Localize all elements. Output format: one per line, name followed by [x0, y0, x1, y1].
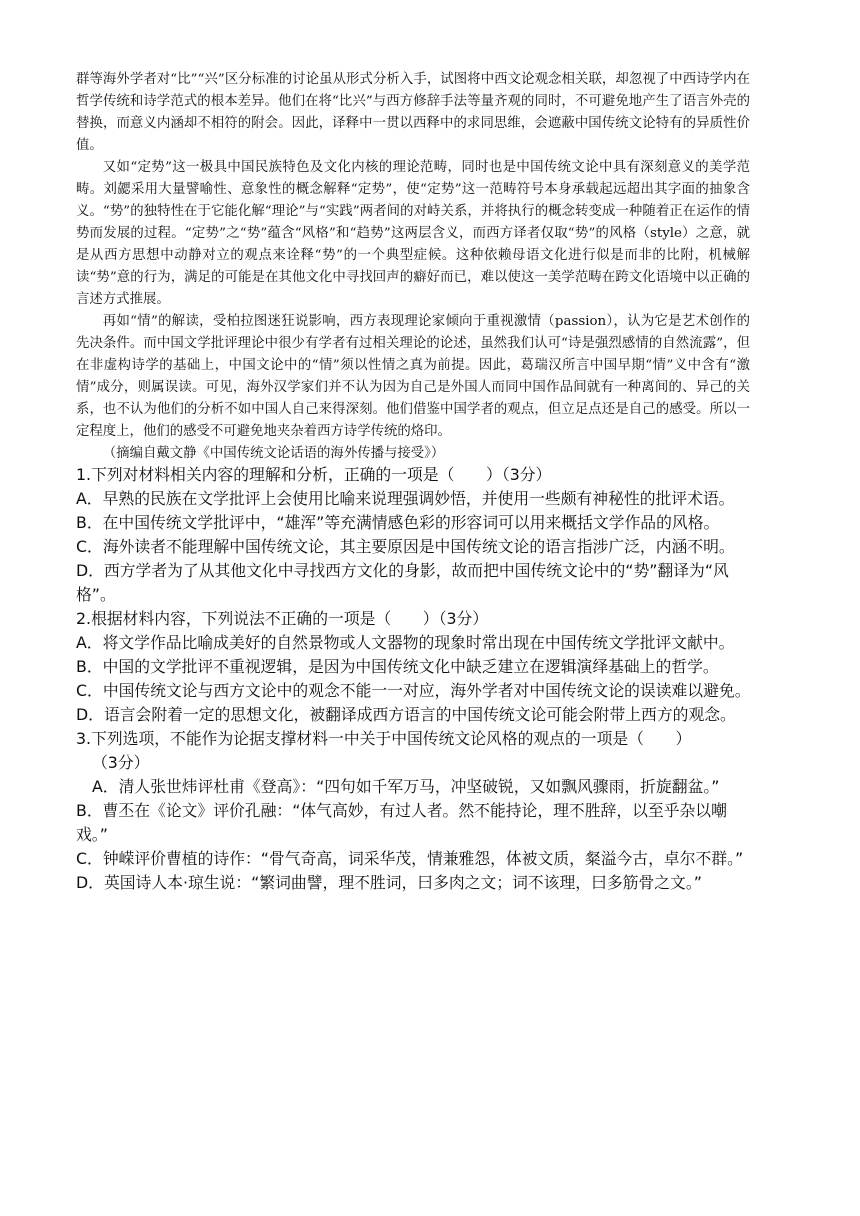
passage-paragraph-2: 又如“定势”这一极具中国民族特色及文化内核的理论范畴，同时也是中国传统文论中具有深刻意义的美学范畴。刘勰采用大量譬喻性、意象性的概念解释“定势”，使“定势”这一范畴符号本身承载起远超出其字面的抽象含义。“势”的独特性在于它能化解“理论”与“实践”两者间的对峙关系，并将执行的概念转变成一种随着正在运作的情势而发展的过程。“定势”之“势”蕴含“风格”和“趋势”这两层含义，而西方译者仅取“势”的风格（style）之意，就是从西方思想中动静对立的观点来诠释“势”的一个典型症候。这种依赖母语文化进行似是而非的比附，机械解读“势”意的行为，满足的可能是在其他文化中寻找回声的癖好而已，难以使这一美学范畴在跨文化语境中以正确的言述方式推展。 [76, 160, 750, 307]
question-section [76, 463, 756, 895]
passage-paragraph-3: 再如“情”的解读，受柏拉图迷狂说影响，西方表现理论家倾向于重视激情（passion），认为它是艺术创作的先决条件。而中国文学批评理论中很少有学者有过相关理论的论述，虽然我们认可“诗是强烈感情的自然流露”，但在非虚构诗学的基础上，中国文论中的“情”须以性情之真为前提。因此，葛瑞汉所言中国早期“情”义中含有“激情”成分，则属误读。可见，海外汉学家们并不认为因为自己是外国人而同中国作品间就有一种离间的、异己的关系，也不认为他们的分析不如中国人自己来得深刻。他们借鉴中国学者的观点，但立足点还是自己的感受。所以一定程度上，他们的感受不可避免地夹杂着西方诗学传统的烙印。 [76, 314, 750, 439]
question-2-option-b: B．中国的文学批评不重视逻辑，是因为中国传统文化中缺乏建立在逻辑演绎基础上的哲学。 [76, 657, 719, 676]
question-2-option-a: A．将文学作品比喻成美好的自然景物或人文器物的现象时常出现在中国传统文学批评文献中。 [76, 633, 735, 652]
question-3-score: （3分） [92, 753, 150, 772]
passage-paragraph-1: 群等海外学者对“比”“兴”区分标准的讨论虽从形式分析入手，试图将中西文论观念相关联，却忽视了中西诗学内在哲学传统和诗学范式的根本差异。他们在将“比兴”与西方修辞手法等量齐观的同时，不可避免地产生了语言外壳的替换，而意义内涵却不相符的附会。因此，译释中一贯以西释中的求同思维，会遮蔽中国传统文论特有的异质性价值。 [76, 72, 750, 153]
question-1-option-c: C．海外读者不能理解中国传统文论，其主要原因是中国传统文论的语言指涉广泛，内涵不明。 [76, 537, 735, 556]
question-3-option-c: C．钟嵘评价曹植的诗作：“骨气奇高，词采华茂，情兼雅怨，体被文质，粲溢今古，卓尔不群。” [76, 849, 744, 868]
question-3-option-b: B．曹丕在《论文》评价孔融：“体气高妙，有过人者。然不能持论，理不胜辞，以至乎杂以嘲戏。” [76, 801, 727, 844]
question-1-option-a: A．早熟的民族在文学批评上会使用比喻来说理强调妙悟，并使用一些颇有神秘性的批评术语。 [76, 489, 735, 508]
question-2-option-c: C．中国传统文论与西方文论中的观念不能一一对应，海外学者对中国传统文论的误读难以避免。 [76, 681, 751, 700]
question-1-option-d: D．西方学者为了从其他文化中寻找西方文化的身影，故而把中国传统文论中的“势”翻译为“风格”。 [76, 561, 729, 604]
question-3-option-a: A．清人张世炜评杜甫《登高》：“四句如千军万马，冲坚破锐，又如飘风骤雨，折旋翻盆。” [92, 777, 720, 796]
question-3-option-d: D．英国诗人本·琼生说：“繁词曲譬，理不胜词，曰多肉之文；词不该理，曰多筋骨之文。” [76, 873, 702, 892]
question-2-stem: 2.根据材料内容，下列说法不正确的一项是（ ）（3分） [76, 609, 489, 628]
question-1-stem: 1.下列对材料相关内容的理解和分析，正确的一项是（ ）（3分） [76, 465, 552, 484]
question-3-stem: 3.下列选项，不能作为论据支撑材料一中关于中国传统文论风格的观点的一项是（ ） [76, 729, 692, 748]
question-2-option-d: D．语言会附着一定的思想文化，被翻译成西方语言的中国传统文论可能会附带上西方的观念。 [76, 705, 736, 724]
reading-passage [76, 69, 750, 465]
question-1-option-b: B．在中国传统文学批评中，“雄浑”等充满情感色彩的形容词可以用来概括文学作品的风格。 [76, 513, 720, 532]
passage-source: （摘编自戴文静《中国传统文论话语的海外传播与接受》） [102, 446, 445, 461]
